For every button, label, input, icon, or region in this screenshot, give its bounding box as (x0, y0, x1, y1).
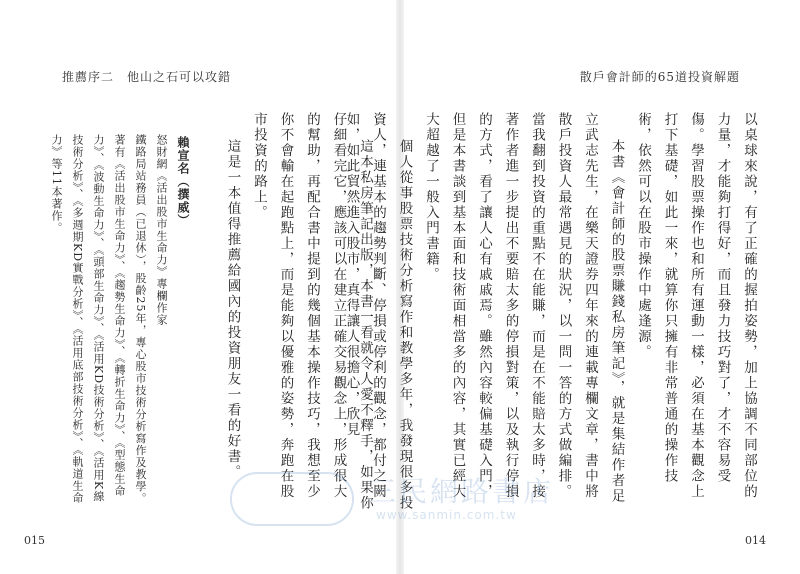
bio-line: 著有《活出股市生命力》、《趨勢生命力》、《轉折生命力》、《型態生命力》、《波動生命力》、《頭部生命力》、《活用KD技術分析》、《活用K線技術分析》、《多週期KD實戰分析》、《活用底部技術分析》、《軌道生命力》等11本著作。 (50, 134, 126, 505)
right-page-number: 014 (745, 534, 766, 547)
watermark (230, 470, 570, 530)
watermark-logo-icon (230, 472, 354, 526)
paragraph: 以桌球來說，有了正確的握拍姿勢，加上協調不同部位的力量，才能夠打得好，而且發力技巧對了，才不容易受傷。學習股票操作也和所有運動一樣，必須在基本觀念上打下基礎，如此一來，就算你只擁有非常普通的操作技術，依然可以在股市操作中處逢源。 (635, 112, 757, 500)
bio-author: 賴宣名（撰威） (176, 136, 190, 227)
bio-line: 鐵路局站務員（已退休），股齡25年，專心股市技術分析寫作及教學。 (134, 134, 147, 505)
left-page-number: 015 (24, 534, 45, 547)
right-running-head: 散戶會計師的65道投資解題 (579, 70, 740, 84)
paragraph: 個人從事股票技術分析寫作和教學多年，我發現很多投資人，連基本的趨勢判斷、停損或停利的觀念，都付之闕如，如此貿然進入股市，真得讓人很擔心，欣見 (343, 112, 413, 511)
author-bio (46, 112, 193, 512)
paragraph: 本書《會計師的股票賺錢私房筆記》，就是集結作者足立武志先生，在樂天證券四年來的連載專欄文章，書中將散戶投資人最常遇見的狀況，以一問一答的方式做編排。當我翻到投資的重點不在能賺，而是在不能賠太多時，接著作者進一步提出不要賠太多的停損對策，以及執行停損的方式，看了讓人心有戚戚焉。雖然內容較偏基礎入門，但是本書談到基本面和技術面相當多的內容，其實已經大大超越了一般入門書籍。 (423, 112, 625, 505)
paragraph: 這是一本值得推薦給國內的投資朋友一看的好書。 (224, 139, 241, 480)
left-running-head: 推薦序二 他山之石可以攻錯 (62, 70, 232, 84)
bio-line: 怒財網《活出股市生命力》專欄作家 (155, 134, 168, 326)
left-page-body (33, 112, 378, 512)
paragraph: 這本私房筆記出版，本書一看就令人愛不釋手，如果你仔細看完它，應該可以在建立正確交易觀念上，形成很大的幫助，再配合書中提到的幾個基本操作技巧，我想至少你不會輸在起跑點上，而是能夠以優雅的姿勢，奔跑在股市投資的路上。 (251, 112, 373, 511)
paragraph-gap (193, 112, 219, 512)
watermark-url: www.sanmin.com.tw (376, 508, 517, 522)
right-page-body (343, 112, 762, 512)
watermark-title: 三民網路書店 (368, 475, 555, 508)
